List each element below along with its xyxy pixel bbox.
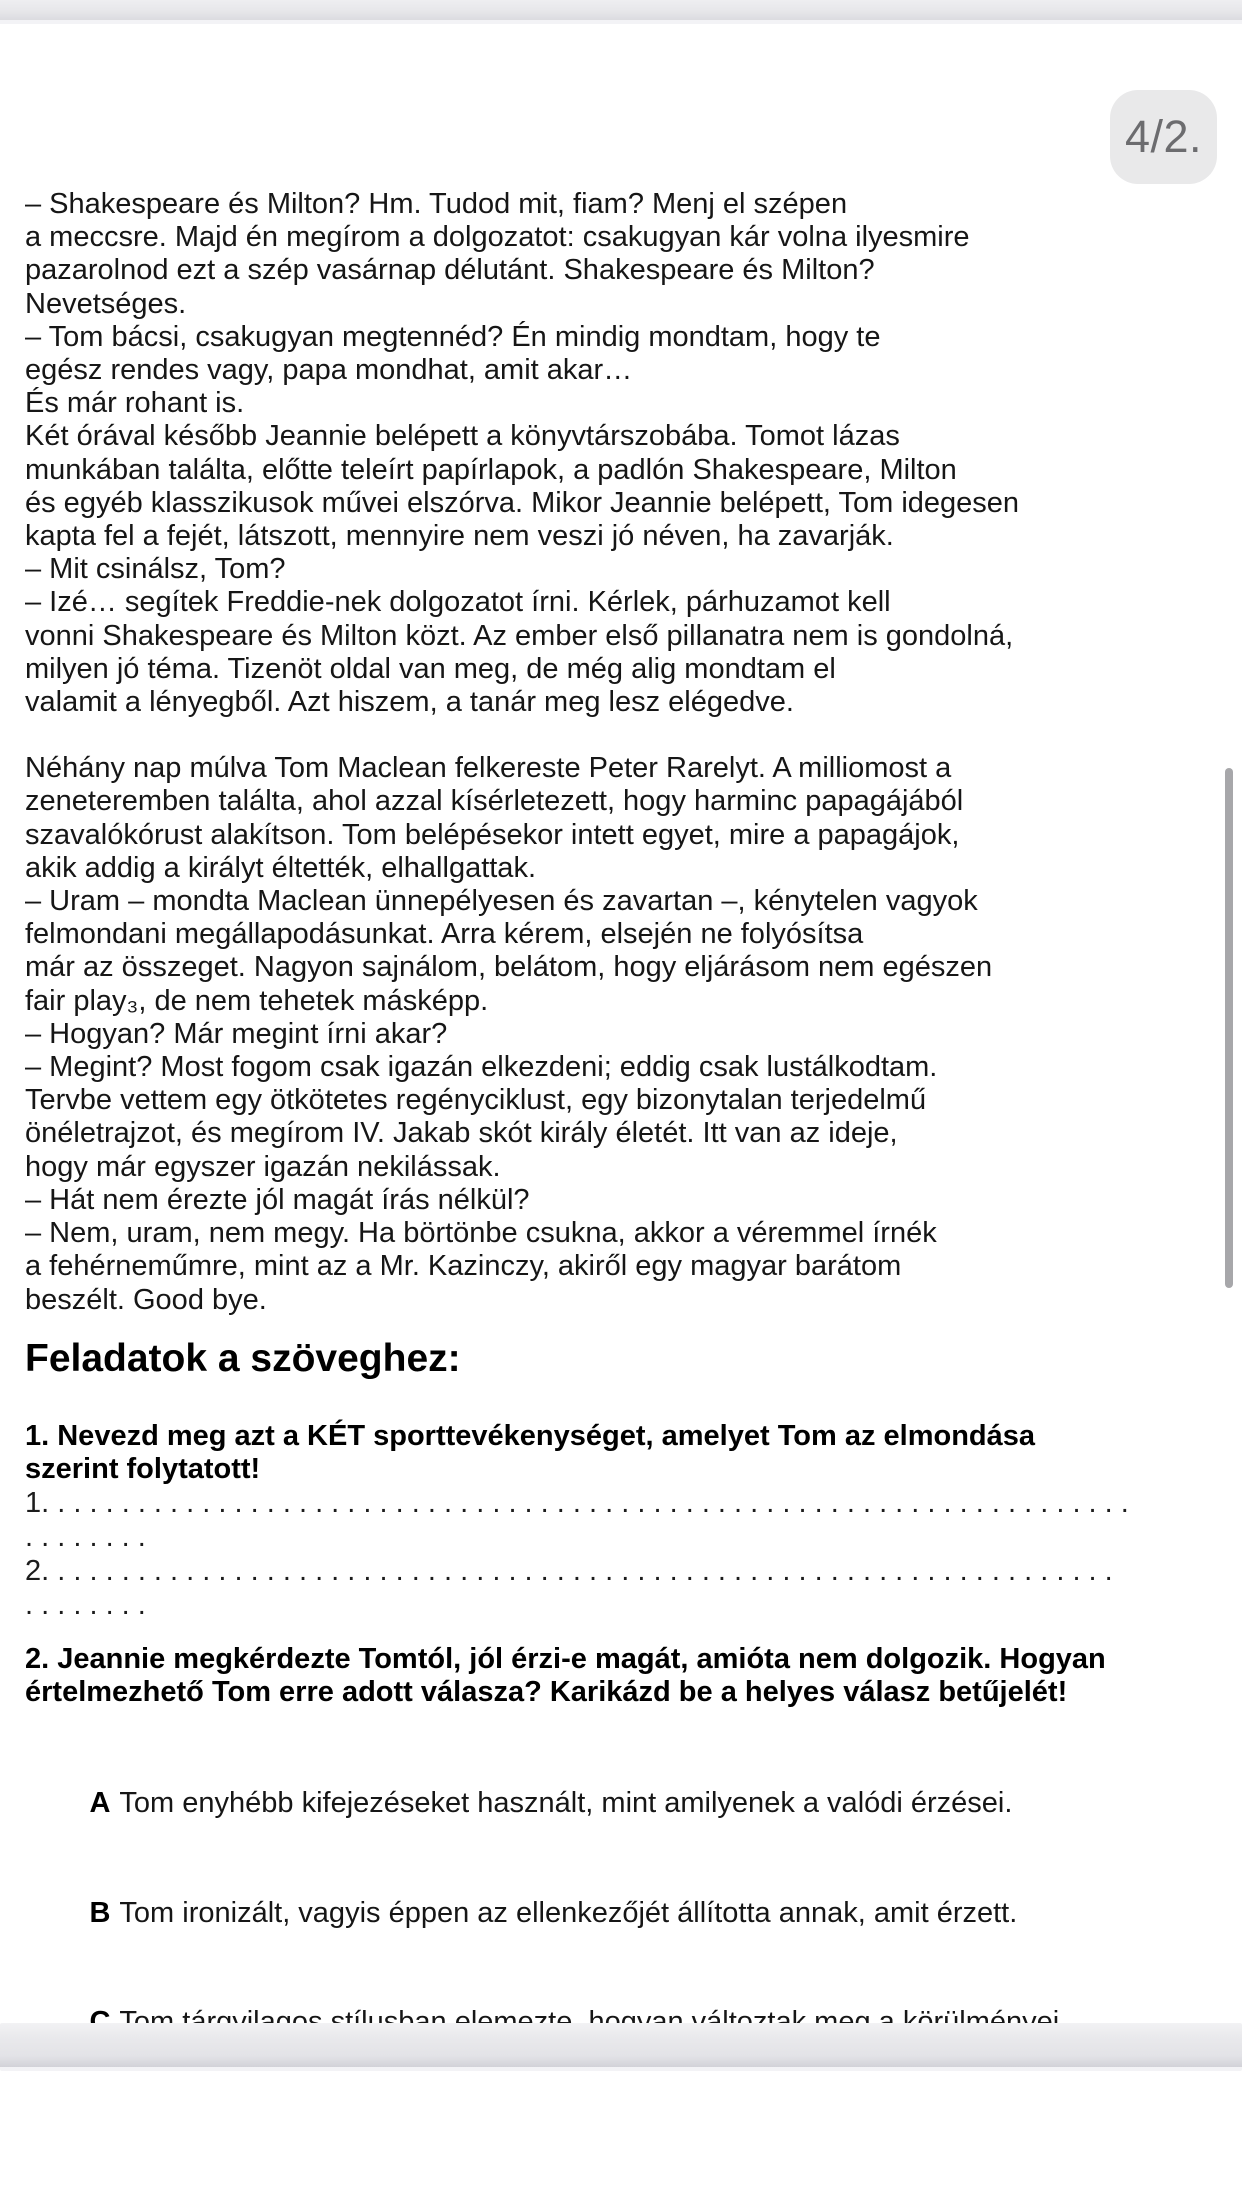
story-paragraph-2	[25, 752, 1230, 1316]
text-line: – Megint? Most fogom csak igazán elkezdeni; eddig csak lustálkodtam.	[25, 1051, 938, 1084]
task1-answer-lines	[25, 1486, 1230, 1622]
text-line: önéletrajzot, és megírom IV. Jakab skót király életét. Itt van az ideje,	[25, 1117, 898, 1150]
text-line: És már rohant is.	[25, 387, 245, 420]
text-line: – Shakespeare és Milton? Hm. Tudod mit, fiam? Menj el szépen	[25, 188, 848, 220]
text-line: felmondani megállapodásunkat. Arra kérem, elsején ne folyósítsa	[25, 918, 864, 951]
text-line: pazarolnod ezt a szép vasárnap délutánt. Shakespeare és Milton?	[25, 254, 875, 287]
tasks-heading: Feladatok a szöveghez:	[25, 1336, 461, 1380]
text-line: – Tom bácsi, csakugyan megtennéd? Én mindig mondtam, hogy te	[25, 320, 881, 353]
text-line: – Hogyan? Már megint írni akar?	[25, 1017, 448, 1050]
dotted-answer-line: . . . . . . . .	[25, 1589, 146, 1622]
text-line: Nevetséges.	[25, 287, 187, 320]
task-prompt-line: értelmezhető Tom erre adott válasza? Karikázd be a helyes válasz betűjelét!	[25, 1676, 1068, 1709]
story-paragraph-1	[25, 188, 1230, 719]
dotted-answer-line: 2. . . . . . . . . . . . . . . . . . . . . . . . . . . . . . . . . . . . . . . . . . . . . . . . . . . . . . . . . . . . . . . . . . .	[25, 1555, 1113, 1588]
text-line: hogy már egyszer igazán nekilássak.	[25, 1150, 501, 1183]
text-line: munkában találta, előtte teleírt papírlapok, a padlón Shakespeare, Milton	[25, 453, 957, 486]
text-line: Tervbe vettem egy ötkötetes regényciklust, egy bizonytalan terjedelmű	[25, 1084, 927, 1117]
text-line: – Uram – mondta Maclean ünnepélyesen és zavartan –, kénytelen vagyok	[25, 885, 978, 918]
text-line: valamit a lényegből. Azt hiszem, a tanár meg lesz elégedve.	[25, 686, 794, 719]
answer-option	[25, 1749, 1230, 1859]
text-line: kapta fel a fejét, látszott, mennyire nem veszi jó néven, ha zavarják.	[25, 520, 894, 553]
text-line: fair play₃, de nem tehetek másképp.	[25, 984, 489, 1017]
dotted-answer-line: . . . . . . . .	[25, 1521, 146, 1554]
page-number-badge: 4/2.	[1110, 90, 1217, 184]
text-line: vonni Shakespeare és Milton közt. Az ember első pillanatra nem is gondolná,	[25, 619, 1014, 652]
task2-prompt	[25, 1643, 1230, 1709]
text-line: és egyéb klasszikusok művei elszórva. Mikor Jeannie belépett, Tom idegesen	[25, 486, 1020, 519]
bottom-page-edge	[0, 2023, 1242, 2071]
answer-option	[25, 1858, 1230, 1968]
document-text	[25, 188, 1230, 2077]
text-line: egész rendes vagy, papa mondhat, amit akar…	[25, 354, 633, 387]
option-letter: A	[89, 1787, 111, 1820]
option-letter: B	[89, 1896, 111, 1929]
text-line: szavalókórust alakítson. Tom belépésekor intett egyet, mire a papagájok,	[25, 818, 960, 851]
text-line: a fehérneműmre, mint az a Mr. Kazinczy, akiről egy magyar barátom	[25, 1250, 902, 1283]
paragraph-gap	[25, 719, 1230, 752]
text-line: – Mit csinálsz, Tom?	[25, 553, 286, 586]
text-line: – Hát nem érezte jól magát írás nélkül?	[25, 1183, 530, 1216]
top-page-edge	[0, 0, 1242, 24]
text-line: már az összeget. Nagyon sajnálom, belátom, hogy eljárásom nem egészen	[25, 951, 993, 984]
text-line: Két órával később Jeannie belépett a könyvtárszobába. Tomot lázas	[25, 420, 900, 453]
dotted-answer-line: 1. . . . . . . . . . . . . . . . . . . . . . . . . . . . . . . . . . . . . . . . . . . . . . . . . . . . . . . . . . . . . . . . . . . .	[25, 1487, 1129, 1520]
text-line: – Nem, uram, nem megy. Ha börtönbe csukna, akkor a véremmel írnék	[25, 1217, 937, 1250]
text-line: a meccsre. Majd én megírom a dolgozatot: csakugyan kár volna ilyesmire	[25, 221, 970, 254]
task1-prompt	[25, 1420, 1230, 1486]
text-line: – Izé… segítek Freddie-nek dolgozatot írni. Kérlek, párhuzamot kell	[25, 586, 891, 619]
scrollbar-thumb[interactable]	[1225, 768, 1233, 1288]
task-prompt-line: szerint folytatott!	[25, 1452, 261, 1485]
text-line: milyen jó téma. Tizenöt oldal van meg, de még alig mondtam el	[25, 652, 836, 685]
task-prompt-line: 2. Jeannie megkérdezte Tomtól, jól érzi-e magát, amióta nem dolgozik. Hogyan	[25, 1643, 1106, 1676]
text-line: beszélt. Good bye.	[25, 1283, 267, 1316]
text-line: akik addig a királyt éltették, elhallgattak.	[25, 851, 536, 884]
task-prompt-line: 1. Nevezd meg azt a KÉT sporttevékenységet, amelyet Tom az elmondása	[25, 1419, 1036, 1452]
option-text: Tom enyhébb kifejezéseket használt, mint amilyenek a valódi érzései.	[119, 1787, 1013, 1820]
text-line: Néhány nap múlva Tom Maclean felkereste Peter Rarelyt. A milliomost a	[25, 752, 952, 785]
option-text: Tom ironizált, vagyis éppen az ellenkezőjét állította annak, amit érzett.	[119, 1896, 1018, 1929]
text-line: zeneteremben találta, ahol azzal kísérletezett, hogy harminc papagájából	[25, 785, 964, 818]
